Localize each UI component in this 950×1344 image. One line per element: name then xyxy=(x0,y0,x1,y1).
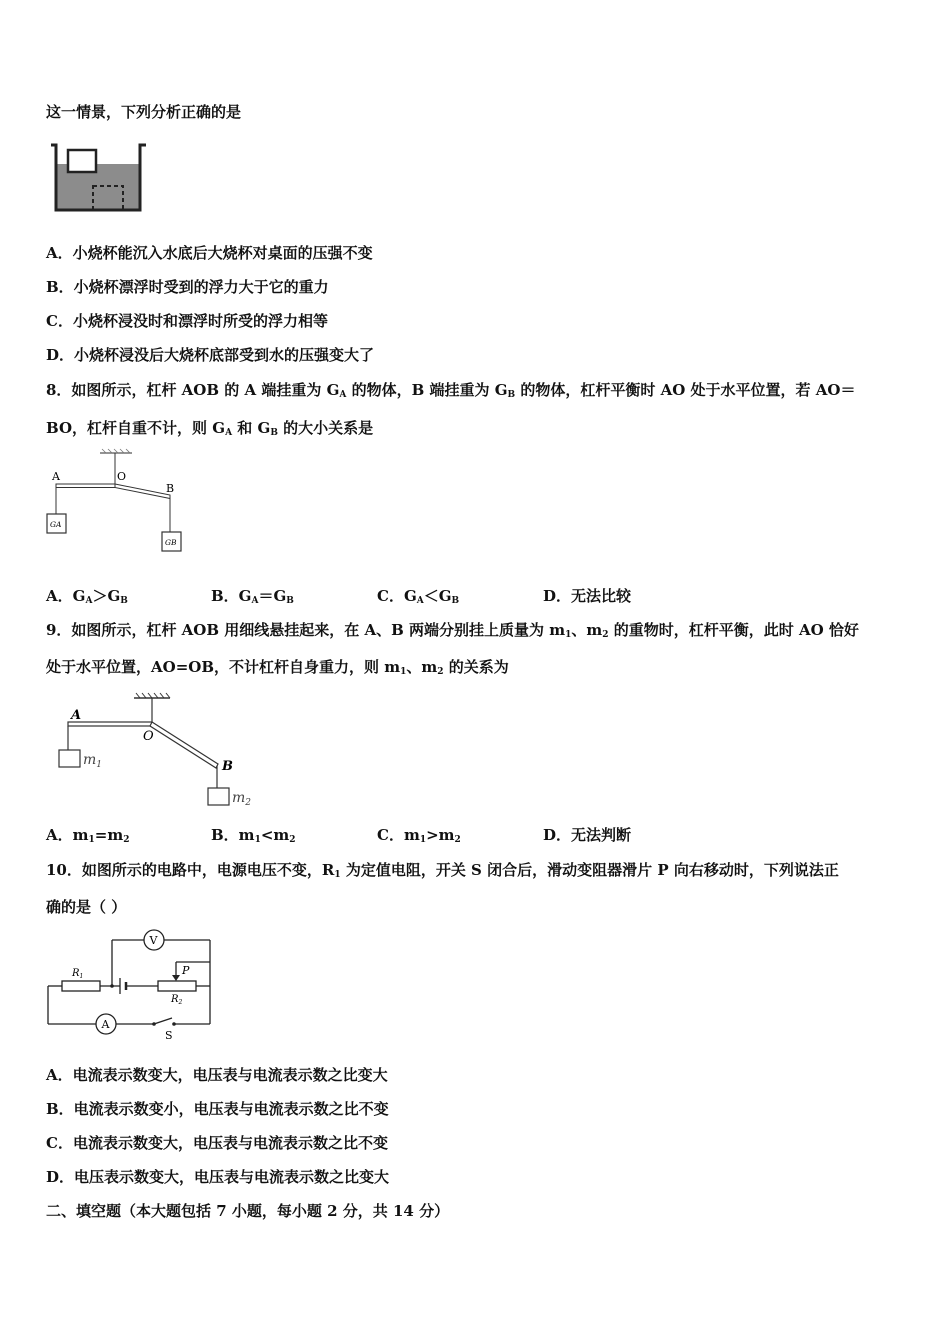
q10-option-a: A．电流表示数变大，电压表与电流表示数之比变大 xyxy=(46,1066,388,1084)
label-a: A xyxy=(71,708,82,723)
q10-option-c: C．电流表示数变大，电压表与电流表示数之比不变 xyxy=(46,1134,388,1152)
label-gb: GB xyxy=(165,538,177,547)
q8-option-d: D．无法比较 xyxy=(543,587,632,605)
voltmeter-label: V xyxy=(149,934,158,947)
q8-stem-line2: BO，杠杆自重不计，则 $G_A$ 和 $G_B$ 的大小关系是 xyxy=(46,419,374,438)
lever-arm-ao xyxy=(56,484,115,488)
small-beaker-floating xyxy=(68,150,96,172)
q9-stem-line2: 处于水平位置，AO=OB，不计杠杆自身重力，则 $m_1$、$m_2$ 的关系为 xyxy=(46,658,509,677)
section-heading: 二、填空题（本大题包括 7 小题，每小题 2 分，共 14 分） xyxy=(46,1202,450,1220)
label-r1: $R_1$ xyxy=(72,968,84,980)
mass-m1 xyxy=(59,750,80,767)
q7-option-d: D．小烧杯浸没后大烧杯底部受到水的压强变大了 xyxy=(46,346,375,364)
q8-option-b: B．$G_A=G_B$ xyxy=(211,587,294,606)
slider-arrow xyxy=(172,975,180,981)
q10-option-d: D．电压表示数变大，电压表与电流表示数之比变大 xyxy=(46,1168,390,1186)
q9-option-a: A．$m_1=m_2$ xyxy=(46,826,130,845)
label-m1: $m_1$ xyxy=(83,752,103,770)
q9-option-c: C．$m_1>m_2$ xyxy=(377,826,461,845)
label-p: P xyxy=(182,964,190,977)
label-r2: $R_2$ xyxy=(171,994,183,1006)
label-m2: $m_2$ xyxy=(232,790,252,808)
question-intro: 这一情景，下列分析正确的是 xyxy=(46,103,242,121)
q8-option-a: A．$G_A>G_B$ xyxy=(46,587,128,606)
q9-stem-line1: 9．如图所示，杠杆 AOB 用细线悬挂起来，在 A、B 两端分别挂上质量为 $m_1$、$m_2$ 的重物时，杠杆平衡，此时 AO 恰好 xyxy=(46,621,859,640)
switch-lever xyxy=(154,1018,172,1024)
lever-figure-q9 xyxy=(50,692,270,810)
lever-arm-ob xyxy=(150,722,218,768)
lever-arm-ob xyxy=(115,484,170,499)
q10-stem-line2: 确的是（ ） xyxy=(46,898,127,916)
q7-option-b: B．小烧杯漂浮时受到的浮力大于它的重力 xyxy=(46,278,329,296)
q7-option-c: C．小烧杯浸没时和漂浮时所受的浮力相等 xyxy=(46,312,328,330)
label-b: B xyxy=(222,759,233,774)
q8-stem-line1: 8．如图所示，杠杆 AOB 的 A 端挂重为 $G_A$ 的物体，B 端挂重为 $G_B$ 的物体，杠杆平衡时 AO 处于水平位置，若 AO＝ xyxy=(46,381,856,400)
circuit-figure xyxy=(44,928,216,1042)
label-o: O xyxy=(143,729,154,744)
label-s: S xyxy=(165,1029,173,1042)
q7-option-a: A．小烧杯能沉入水底后大烧杯对桌面的压强不变 xyxy=(46,244,373,262)
mass-m2 xyxy=(208,788,229,805)
label-b: B xyxy=(166,482,175,495)
beaker-figure xyxy=(50,142,150,214)
lever-figure-q8 xyxy=(44,448,189,553)
resistor-r2 xyxy=(158,981,196,991)
label-ga: GA xyxy=(50,520,62,529)
label-a: A xyxy=(52,470,60,483)
resistor-r1 xyxy=(62,981,100,991)
q10-option-b: B．电流表示数变小，电压表与电流表示数之比不变 xyxy=(46,1100,389,1118)
label-o: O xyxy=(117,470,127,483)
q8-option-c: C．$G_A<G_B$ xyxy=(377,587,460,606)
q10-stem-line1: 10．如图所示的电路中，电源电压不变，$R_1$ 为定值电阻，开关 S 闭合后，滑动变阻器滑片 P 向右移动时，下列说法正 xyxy=(46,861,839,880)
q9-option-d: D．无法判断 xyxy=(543,826,632,844)
q9-option-b: B．$m_1<m_2$ xyxy=(211,826,296,845)
ammeter-label: A xyxy=(101,1018,110,1031)
